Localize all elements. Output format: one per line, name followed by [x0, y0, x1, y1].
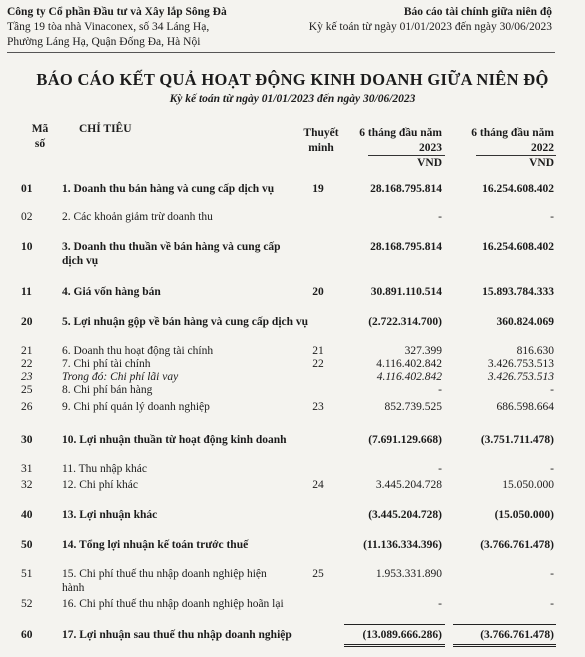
report-type: Báo cáo tài chính giữa niên độ [403, 6, 552, 18]
page-title: BÁO CÁO KẾT QUẢ HOẠT ĐỘNG KINH DOANH GIỮA NIÊN ĐỘ [36, 70, 549, 89]
col-note-header: Thuyết minh [303, 127, 339, 154]
col-item-header: CHỈ TIÊU [79, 123, 132, 135]
report-header [309, 5, 552, 35]
total-line-2022-top [453, 624, 556, 625]
report-period: Kỳ kế toán từ ngày 01/01/2023 đến ngày 30/06/2023 [308, 21, 552, 33]
col-2022-underline [476, 155, 556, 156]
col-2022-header: 6 tháng đầu năm 2022 VND [471, 127, 554, 169]
page-subtitle: Kỳ kế toán từ ngày 01/01/2023 đến ngày 30/06/2023 [169, 93, 416, 105]
total-line-2023-top [344, 624, 445, 625]
company-address-line2: Phường Láng Hạ, Quận Đống Đa, Hà Nội [7, 36, 201, 48]
total-line-2023-bottom [344, 644, 445, 645]
company-address-line1: Tầng 19 tòa nhà Vinaconex, số 34 Láng Hạ, [7, 21, 210, 33]
header-divider [7, 52, 555, 53]
total-line-2022-bottom [453, 644, 556, 645]
total-line-2023-bottom2 [344, 646, 445, 647]
company-header [7, 5, 227, 50]
col-code-header: Mã số [31, 123, 49, 150]
total-line-2022-bottom2 [453, 646, 556, 647]
company-name: Công ty Cổ phần Đầu tư và Xây lắp Sông Đà [7, 6, 227, 18]
col-2023-underline [368, 155, 445, 156]
col-2023-header: 6 tháng đầu năm 2023 VND [359, 127, 442, 169]
